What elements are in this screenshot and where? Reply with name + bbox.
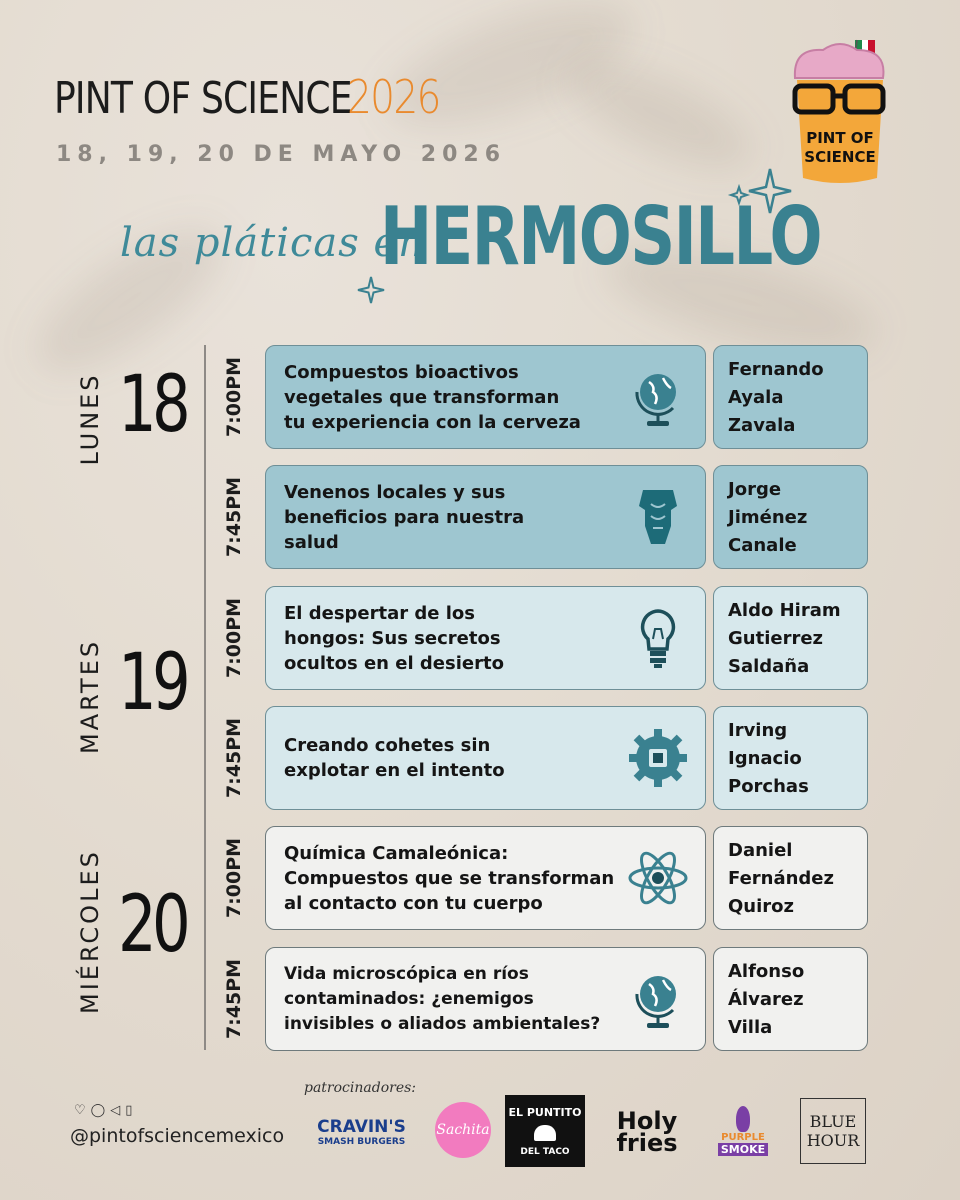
speaker-card: Fernando Ayala Zavala <box>713 345 868 449</box>
talk-card[interactable] <box>265 345 706 449</box>
social-handle[interactable]: @pintofsciencemexico <box>70 1125 285 1147</box>
tagline: las pláticas en <box>120 220 425 266</box>
globe-icon <box>625 364 691 430</box>
sponsor-sachita: Sachita <box>435 1102 491 1158</box>
talk-card[interactable] <box>265 706 706 810</box>
talk-title: Creando cohetes sin explotar en el intento <box>284 735 505 781</box>
talk-time: 7:45PM <box>223 958 245 1040</box>
send-icon[interactable]: ◁ <box>110 1103 121 1118</box>
talk-time: 7:45PM <box>223 476 245 558</box>
city-name: HERMOSILLO <box>380 190 821 283</box>
day-tuesday <box>70 620 200 770</box>
gear-chip-icon <box>625 725 691 791</box>
day-name: LUNES <box>76 372 104 466</box>
day-number: 19 <box>118 638 187 728</box>
talk-card[interactable] <box>265 947 706 1051</box>
sponsor-cravins: CRAVIN'S SMASH BURGERS <box>317 1117 406 1147</box>
talk-title: Vida microscópica en ríos contaminados: ¿enemigos invisibles o aliados ambientales? <box>284 963 601 1034</box>
speaker-card: Alfonso Álvarez Villa <box>713 947 868 1051</box>
day-number: 20 <box>118 880 187 970</box>
anatomy-torso-icon <box>625 484 691 550</box>
atom-icon <box>625 845 691 911</box>
talk-title: Compuestos bioactivos vegetales que transforman tu experiencia con la cerveza <box>284 361 581 433</box>
speaker-card: Aldo Hiram Gutierrez Saldaña <box>713 586 868 690</box>
sponsors-label: patrocinadores: <box>304 1080 417 1096</box>
talk-time: 7:45PM <box>223 717 245 799</box>
speaker-card: Irving Ignacio Porchas <box>713 706 868 810</box>
day-name: MARTES <box>76 638 104 754</box>
sponsor-purple-smoke: PURPLE SMOKE <box>710 1095 776 1167</box>
bookmark-icon[interactable]: ▯ <box>125 1103 133 1118</box>
logo-text-line2: SCIENCE <box>804 148 876 166</box>
talk-time: 7:00PM <box>223 597 245 679</box>
footer <box>60 1080 900 1180</box>
speaker-card: Daniel Fernández Quiroz <box>713 826 868 930</box>
talk-title: Química Camaleónica: Compuestos que se transforman al contacto con tu cuerpo <box>284 842 615 914</box>
sponsor-blue-hour: BLUE HOUR <box>800 1098 866 1164</box>
event-title <box>54 70 456 124</box>
talk-title: El despertar de los hongos: Sus secretos ocultos en el desierto <box>284 602 504 674</box>
heart-icon[interactable]: ♡ <box>74 1103 86 1118</box>
event-title-text: PINT OF SCIENCE <box>54 73 352 124</box>
talk-card[interactable] <box>265 465 706 569</box>
day-number: 18 <box>118 360 187 450</box>
talk-card[interactable] <box>265 826 706 930</box>
day-name: MIÉRCOLES <box>76 849 104 1014</box>
lightbulb-icon <box>625 605 691 671</box>
day-monday <box>70 350 200 470</box>
city-heading <box>120 190 821 300</box>
social-icons <box>74 1103 132 1118</box>
sponsor-el-puntito: EL PUNTITO DEL TACO <box>505 1095 585 1167</box>
talk-card[interactable] <box>265 586 706 690</box>
event-year: 2026 <box>347 70 440 124</box>
speaker-card: Jorge Jiménez Canale <box>713 465 868 569</box>
talk-title: Venenos locales y sus beneficios para nuestra salud <box>284 481 525 553</box>
pint-of-science-logo <box>785 38 895 188</box>
sponsor-holy-fries: Holy fries <box>616 1107 678 1157</box>
talk-time: 7:00PM <box>223 837 245 919</box>
talk-time: 7:00PM <box>223 356 245 438</box>
logo-text-line1: PINT OF <box>806 129 874 147</box>
day-wednesday <box>70 849 200 1020</box>
timeline-divider <box>204 345 206 1050</box>
sparkle-icon <box>356 275 386 305</box>
event-dates: 18, 19, 20 DE MAYO 2026 <box>56 142 507 167</box>
globe-icon <box>625 966 691 1032</box>
comment-icon[interactable]: ◯ <box>90 1103 106 1118</box>
